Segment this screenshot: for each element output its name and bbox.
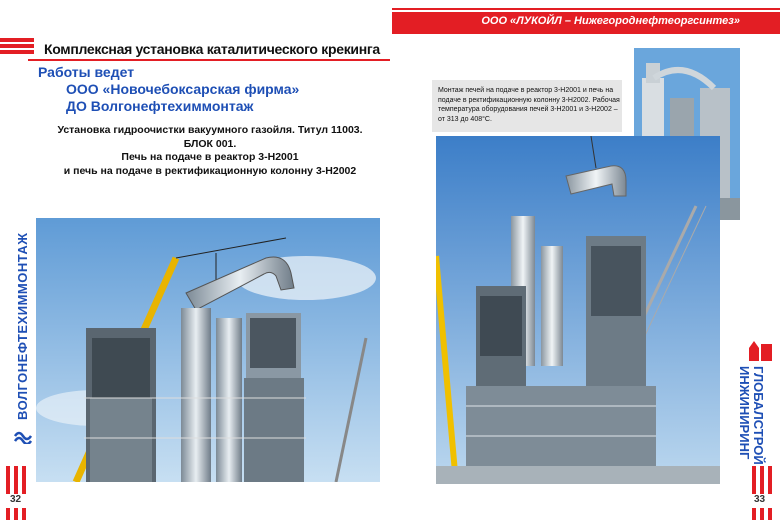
stripe: [0, 50, 34, 54]
works-label: Работы ведет: [38, 64, 135, 80]
page-number-right: 33: [754, 494, 766, 505]
volgo-logo-icon: [14, 428, 32, 444]
stripe: [768, 466, 772, 494]
header-title: ООО «ЛУКОЙЛ – Нижегороднефтеоргсинтез»: [481, 15, 740, 27]
contractor-block: [38, 64, 299, 115]
side-brand-left: ВОЛГОНЕФТЕХИММОНТАЖ: [15, 232, 30, 420]
stripe: [752, 466, 756, 494]
description-line: Установка гидроочистки вакуумного газойля. Титул 11003.: [57, 124, 363, 136]
stripe: [22, 508, 26, 520]
stripe: [760, 466, 764, 494]
page-number-left: 32: [10, 494, 22, 505]
right-main-photo: [436, 136, 720, 484]
stripe: [0, 38, 34, 42]
caption: Монтаж печей на подаче в реактор 3-Н2001 и печь на подаче в ректификационную колонну 3-Н2002. Рабочая температура оборудования печей 3-Н2001 и 3-Н2002 – от 313 до 408°С.: [438, 87, 620, 123]
stripe: [22, 466, 26, 494]
page-title: Комплексная установка каталитического крекинга: [44, 41, 380, 57]
contractor-1: ООО «Новочебоксарская фирма»: [66, 81, 300, 97]
stripe: [14, 466, 18, 494]
description-line: Печь на подаче в реактор 3-Н2001: [121, 151, 299, 163]
stripe: [0, 44, 34, 48]
stripe: [752, 508, 756, 520]
description-line: и печь на подаче в ректификационную колонну 3-Н2002: [63, 164, 357, 177]
stripe: [14, 508, 18, 520]
side-brand-right-2: ИНЖИНИРИНГ: [737, 366, 752, 460]
description-line: БЛОК 001.: [183, 137, 237, 150]
contractor-2: ДО Волгонефтехиммонтаж: [66, 98, 254, 114]
title-underline: [28, 59, 390, 61]
stripe: [6, 466, 10, 494]
header-rule: [392, 8, 780, 10]
stripe: [768, 508, 772, 520]
description: [40, 124, 380, 178]
stripe: [6, 508, 10, 520]
side-brand-right-1: ГЛОБАЛСТРОЙ: [751, 366, 766, 465]
stripe: [760, 508, 764, 520]
left-photo: [36, 218, 380, 482]
globalstroy-logo-icon: [748, 340, 774, 362]
